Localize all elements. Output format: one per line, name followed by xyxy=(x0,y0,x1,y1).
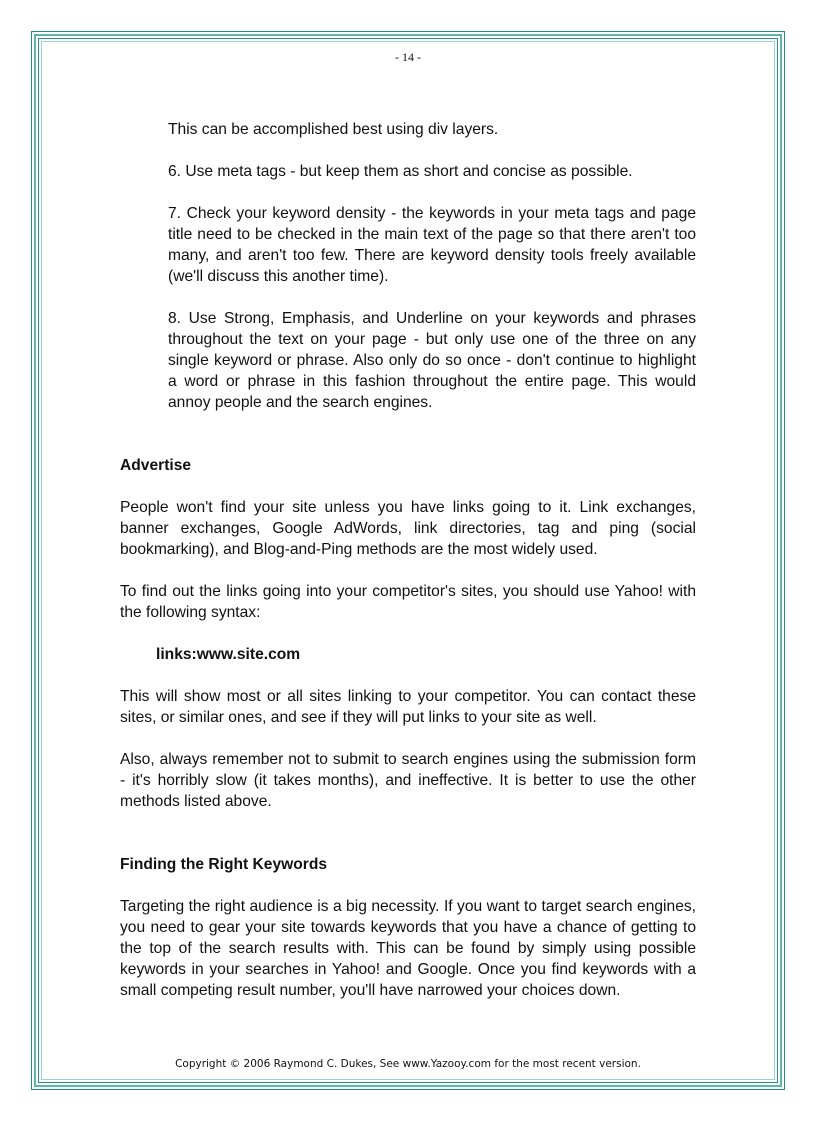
advertise-heading: Advertise xyxy=(120,457,192,474)
keywords-paragraph-1: Targeting the right audience is a big necessity. If you want to target search engines, you need to gear your site towards keywords that you have a chance of getting to the top of the search results with. This can be found by simply using possible keywords in your searches in Yahoo! and Google. Once you find keywords with a small competing result number, you'll have narrowed your choices down. xyxy=(120,898,696,999)
syntax-example: links:www.site.com xyxy=(156,646,301,663)
advertise-paragraph-3: This will show most or all sites linking to your competitor. You can contact these sites, or similar ones, and see if they will put links to your site as well. xyxy=(120,688,696,726)
list-item-6: 6. Use meta tags - but keep them as short and concise as possible. xyxy=(168,163,633,180)
keywords-heading: Finding the Right Keywords xyxy=(120,856,328,873)
copyright-footer: Copyright © 2006 Raymond C. Dukes, See www.Yazooy.com for the most recent version. xyxy=(175,1058,641,1070)
list-item-8: 8. Use Strong, Emphasis, and Underline on your keywords and phrases throughout the text on your page - but only use one of the three on any single keyword or phrase. Also only do so once - don't continue to highlight a word or phrase in this fashion throughout the entire page. This would annoy people and the search engines. xyxy=(168,310,696,411)
advertise-paragraph-4: Also, always remember not to submit to search engines using the submission form - it's horribly slow (it takes months), and ineffective. It is better to use the other methods listed above. xyxy=(120,751,696,810)
advertise-paragraph-1: People won't find your site unless you have links going to it. Link exchanges, banner exchanges, Google AdWords, link directories, tag and ping (social bookmarking), and Blog-and-Ping methods are the most widely used. xyxy=(120,499,696,558)
paragraph-div-layers: This can be accomplished best using div layers. xyxy=(168,121,499,138)
page-number: - 14 - xyxy=(395,50,421,64)
page-content xyxy=(120,119,696,1001)
advertise-paragraph-2: To find out the links going into your competitor's sites, you should use Yahoo! with the following syntax: xyxy=(120,583,696,621)
list-item-7: 7. Check your keyword density - the keywords in your meta tags and page title need to be checked in the main text of the page so that there aren't too many, and aren't too few. There are keyword density tools freely available (we'll discuss this another time). xyxy=(168,205,696,285)
